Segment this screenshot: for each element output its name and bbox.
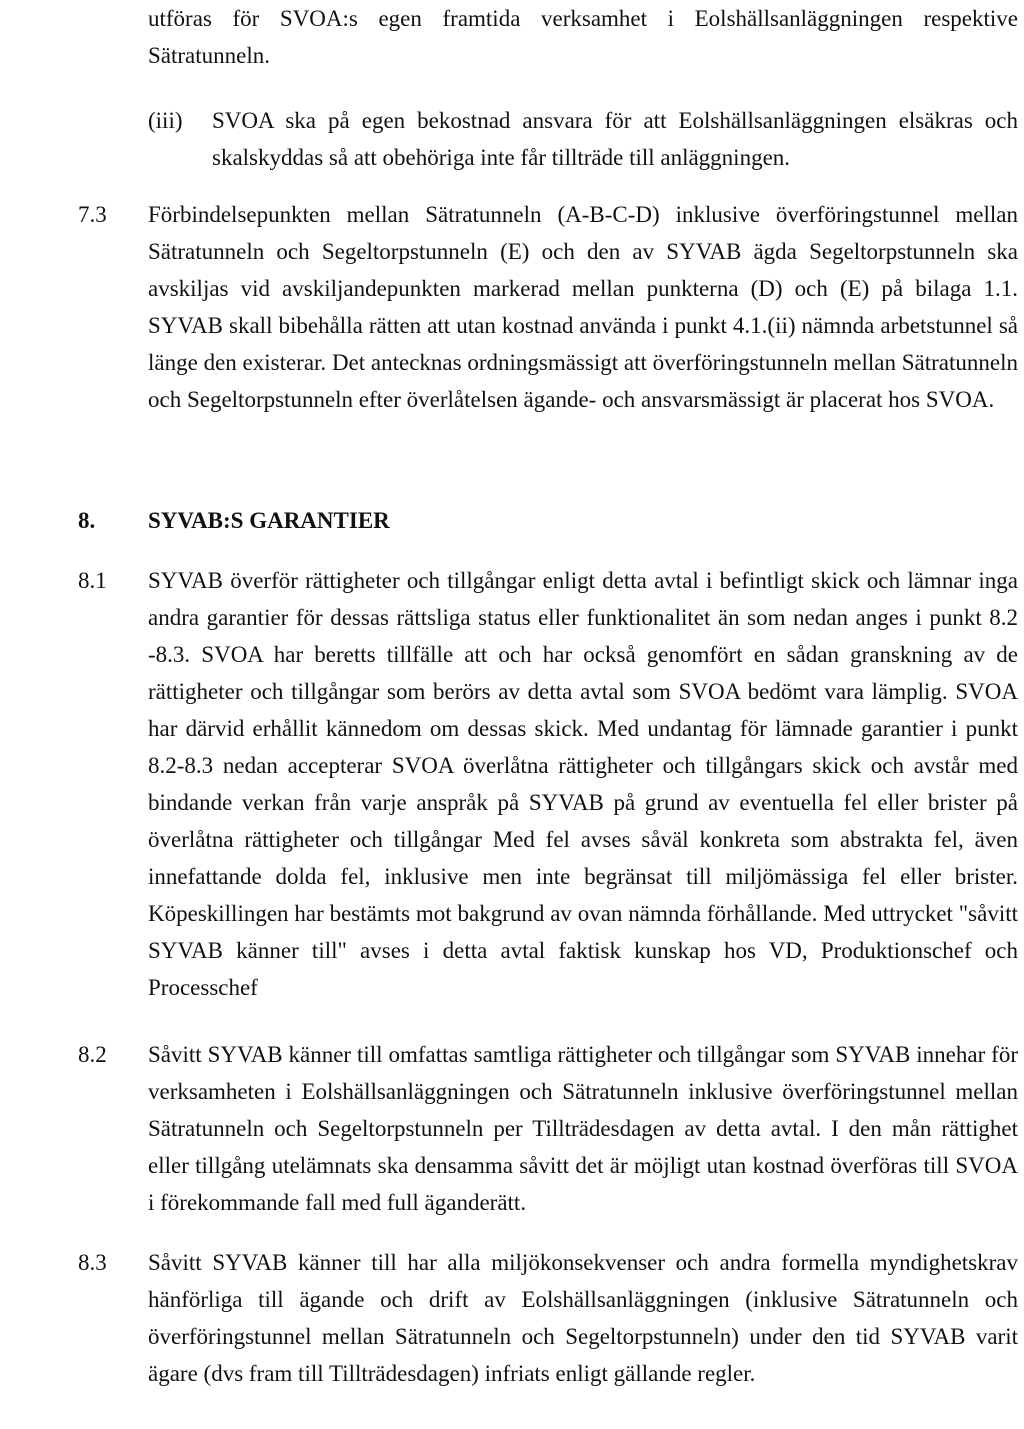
section-text-8-1: SYVAB överför rättigheter och tillgångar enligt detta avtal i befintligt skick och lämnar inga andra garantier för dessas rättsliga status eller funktionalitet än som nedan anges i punkt 8.2 -8.3. SVOA har beretts tillfälle att och har också genomfört en sådan granskning av de rättigheter och tillgångar som berörs av detta avtal som SVOA bedömt vara lämplig. SVOA har därvid erhållit kännedom om dessas skick. Med undantag för lämnade garantier i punkt 8.2-8.3 nedan accepterar SVOA överlåtna rättigheter och tillgångars skick och avstår med bindande verkan från varje anspråk på SYVAB på grund av eventuella fel eller brister på överlåtna rättigheter och tillgångar Med fel avses såväl konkreta som abstrakta fel, även innefattande dolda fel, inklusive men inte begränsat till miljömässiga fel eller brister. Köpeskillingen har bestämts mot bakgrund av ovan nämnda förhållande. Med uttrycket "såvitt SYVAB känner till" avses i detta avtal faktisk kunskap hos VD, Produktionschef och Processchef — [148, 568, 1018, 1000]
heading-number-8: 8. — [78, 508, 96, 533]
item-iii-text: SVOA ska på egen bekostnad ansvara för att Eolshällsanläggningen elsäkras och skalskyddas så att obehöriga inte får tillträde till anläggningen. — [212, 108, 1018, 170]
section-text-8-3: Såvitt SYVAB känner till har alla miljökonsekvenser och andra formella myndighetskrav hänförliga till ägande och drift av Eolshällsanläggningen (inklusive Sätratunneln och överföringstunnel mellan Sätratunneln och Segeltorpstunneln) under den tid SYVAB varit ägare (dvs fram till Tillträdesdagen) infriats enligt gällande regler. — [148, 1250, 1018, 1386]
section-text-8-2: Såvitt SYVAB känner till omfattas samtliga rättigheter och tillgångar som SYVAB innehar för verksamheten i Eolshällsanläggningen och Sätratunneln inklusive överföringstunnel mellan Sätratunneln och Segeltorpstunneln per Tillträdesdagen av detta avtal. I den mån rättighet eller tillgång utelämnats ska densamma såvitt det är möjligt utan kostnad överföras till SVOA i förekommande fall med full äganderätt. — [148, 1042, 1018, 1215]
heading-title-8: SYVAB:S GARANTIER — [148, 508, 390, 533]
section-number-8-2: 8.2 — [78, 1042, 107, 1067]
section-text-7-3: Förbindelsepunkten mellan Sätratunneln (A-B-C-D) inklusive överföringstunnel mellan Sätratunneln och Segeltorpstunneln (E) och den av SYVAB ägda Segeltorpstunneln ska avskiljas vid avskiljandepunkten markerad mellan punkterna (D) och (E) på bilaga 1.1. SYVAB skall bibehålla rätten att utan kostnad använda i punkt 4.1.(ii) nämnda arbetstunnel så länge den existerar. Det antecknas ordningsmässigt att överföringstunneln mellan Sätratunneln och Segeltorpstunneln efter överlåtelsen ägande- och ansvarsmässigt är placerat hos SVOA. — [148, 202, 1018, 412]
paragraph-ii-continuation: utföras för SVOA:s egen framtida verksamhet i Eolshällsanläggningen respektive Sätratunneln. — [148, 6, 1018, 68]
item-iii-label: (iii) — [148, 108, 183, 133]
section-number-8-1: 8.1 — [78, 568, 107, 593]
section-number-7-3: 7.3 — [78, 202, 107, 227]
section-number-8-3: 8.3 — [78, 1250, 107, 1275]
